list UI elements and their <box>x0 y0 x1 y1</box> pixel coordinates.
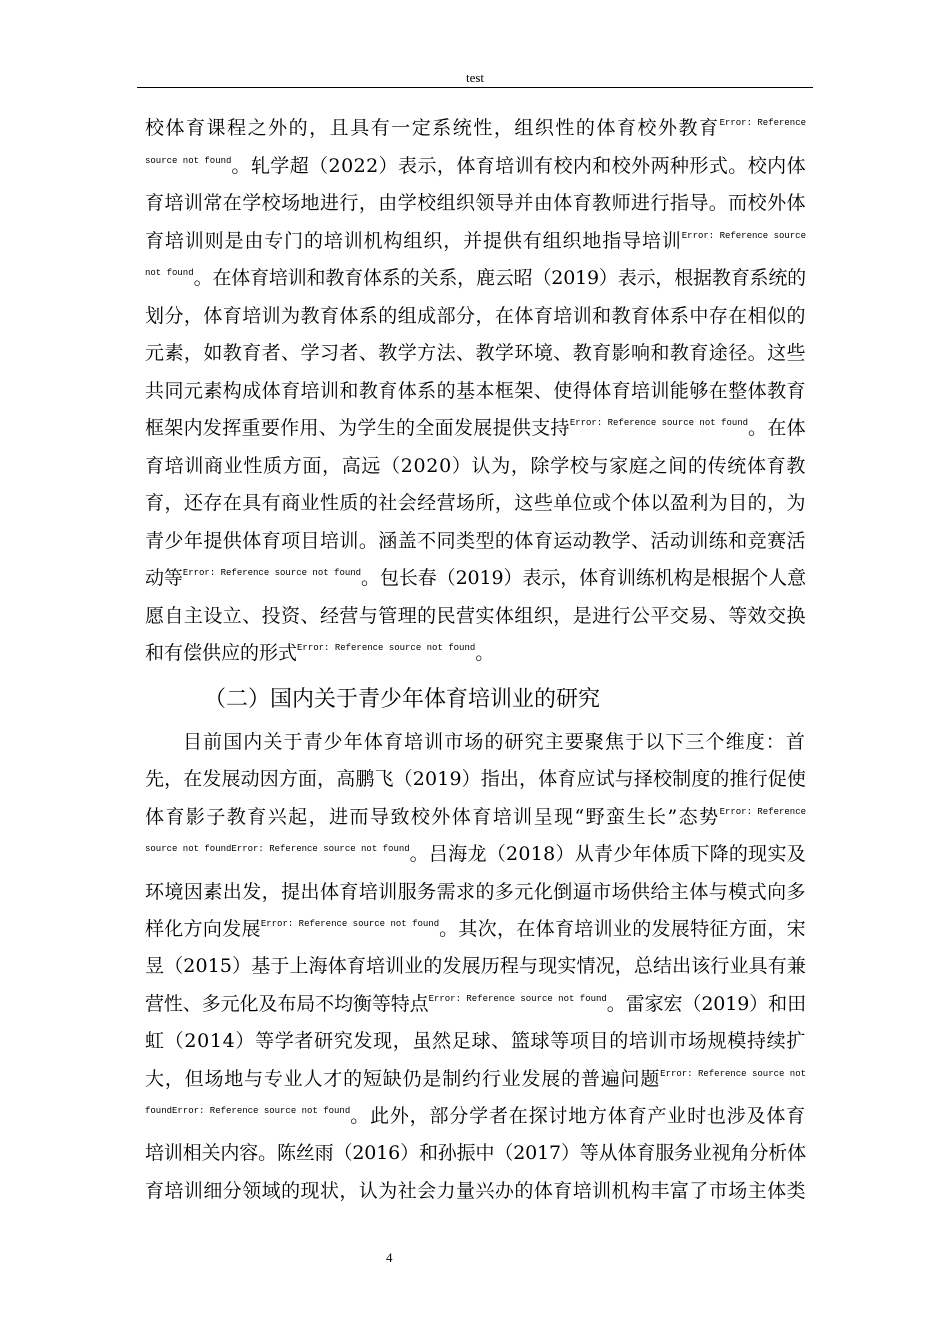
text-line <box>145 604 806 628</box>
body-text: 先，在发展动因方面，高鹏飞（2019）指出，体育应试与择校制度的推行促使 <box>145 768 806 791</box>
body-text: 环境因素出发，提出体育培训服务需求的多元化倒逼市场供给主体与模式向多 <box>145 880 806 903</box>
body-text: 动等 <box>145 567 183 589</box>
text-line <box>145 767 806 791</box>
body-text: 框架内发挥重要作用、为学生的全面发展提供支持 <box>145 417 570 439</box>
reference-error-superscript: foundError: Reference source not found <box>145 1106 351 1116</box>
text-line <box>145 917 806 941</box>
body-text: 样化方向发展 <box>145 918 261 940</box>
text-line <box>145 1141 806 1165</box>
header-rule <box>137 87 813 88</box>
body-text: 。此外，部分学者在探讨地方体育产业时也涉及体育 <box>350 1105 806 1127</box>
body-text: 校体育课程之外的，且具有一定系统性，组织性的体育校外教育 <box>145 117 720 139</box>
text-line <box>145 954 806 978</box>
text-line <box>145 491 806 515</box>
text-line <box>145 1067 806 1091</box>
body-text: 。轧学超（2022）表示，体育培训有校内和校外两种形式。校内体 <box>231 154 806 177</box>
text-line <box>145 641 806 665</box>
reference-error-superscript: Error: Reference <box>719 806 806 817</box>
body-text: 大，但场地与专业人才的短缺仍是制约行业发展的普遍问题 <box>145 1067 661 1090</box>
body-text: 体育影子教育兴起，进而导致校外体育培训呈现“野蛮生长”态势 <box>145 805 720 828</box>
body-text: 昱（2015）基于上海体育培训业的发展历程与现实情况，总结出该行业具有兼 <box>145 955 806 978</box>
reference-error-superscript: Error: Reference source not <box>660 1068 806 1079</box>
body-text: 虹（2014）等学者研究发现，虽然足球、篮球等项目的培训市场规模持续扩 <box>145 1030 806 1053</box>
body-text: 育培训商业性质方面，高远（2020）认为，除学校与家庭之间的传统体育教 <box>145 454 806 477</box>
body-text: 和有偿供应的形式 <box>145 642 298 664</box>
reference-error-superscript: Error: Reference <box>719 118 806 128</box>
reference-error-superscript: source not found <box>145 155 232 166</box>
reference-error-superscript: Error: Reference source not found <box>569 418 749 428</box>
body-text: 育培训细分领域的现状，认为社会力量兴办的体育培训机构丰富了市场主体类 <box>145 1179 806 1202</box>
text-line <box>145 116 806 140</box>
body-text: 目前国内关于青少年体育培训市场的研究主要聚焦于以下三个维度：首 <box>183 731 806 753</box>
body-text: 培训相关内容。陈丝雨（2016）和孙振中（2017）等从体育服务业视角分析体 <box>145 1142 806 1165</box>
reference-error-superscript: Error: Reference source <box>681 230 806 241</box>
text-line <box>145 529 806 553</box>
body-text: 愿自主设立、投资、经营与管理的民营实体组织，是进行公平交易、等效交换 <box>145 604 806 627</box>
body-text: 。吕海龙（2018）从青少年体质下降的现实及 <box>409 843 806 866</box>
text-line <box>145 730 806 754</box>
reference-error-superscript: source not foundError: Reference source not found <box>145 844 410 855</box>
body-text: 。包长春（2019）表示，体育训练机构是根据个人意 <box>361 567 806 589</box>
text-line <box>145 154 806 178</box>
text-line <box>145 1029 806 1053</box>
page-header-title: test <box>465 70 485 85</box>
page-number: 4 <box>386 1250 393 1265</box>
body-text: 育，还存在具有商业性质的社会经营场所，这些单位或个体以盈利为目的，为 <box>145 492 806 514</box>
body-text: 。在体 <box>748 417 806 439</box>
text-line <box>145 416 806 440</box>
text-line <box>145 805 806 829</box>
text-line <box>145 191 806 215</box>
reference-error-superscript: not found <box>145 268 194 278</box>
text-line <box>145 341 806 365</box>
body-text: 。在体育培训和教育体系的关系，鹿云昭（2019）表示，根据教育系统的 <box>193 267 806 289</box>
reference-error-superscript: Error: Reference source not found <box>428 993 607 1004</box>
text-line <box>145 992 806 1016</box>
section-heading: （二）国内关于青少年体育培训业的研究 <box>204 687 601 712</box>
text-line <box>145 1104 806 1128</box>
body-text: 。其次，在体育培训业的发展特征方面，宋 <box>439 918 806 940</box>
text-line <box>145 566 806 590</box>
body-text: 育培训常在学校场地进行，由学校组织领导并由体育教师进行指导。而校外体 <box>145 192 806 214</box>
text-line <box>145 1179 806 1203</box>
body-text: 元素，如教育者、学习者、教学方法、教学环境、教育影响和教育途径。这些 <box>145 342 806 364</box>
body-text: 营性、多元化及布局不均衡等特点 <box>145 992 429 1015</box>
text-line <box>145 229 806 253</box>
text-line <box>145 266 806 290</box>
body-text: 共同元素构成体育培训和教育体系的基本框架、使得体育培训能够在整体教育 <box>145 379 806 402</box>
reference-error-superscript: Error: Reference source not found <box>260 919 440 929</box>
body-text: 育培训则是由专门的培训机构组织，并提供有组织地指导培训 <box>145 229 682 252</box>
reference-error-superscript: Error: Reference source not found <box>297 643 476 653</box>
text-line <box>145 304 806 328</box>
text-line <box>145 454 806 478</box>
body-text: 。雷家宏（2019）和田 <box>606 992 806 1015</box>
text-line <box>145 379 806 403</box>
text-line <box>145 880 806 904</box>
reference-error-superscript: Error: Reference source not found <box>182 568 362 578</box>
body-text: 青少年提供体育项目培训。涵盖不同类型的体育运动教学、活动训练和竞赛活 <box>145 529 806 552</box>
body-text: 。 <box>475 642 495 664</box>
body-text: 划分，体育培训为教育体系的组成部分，在体育培训和教育体系中存在相似的 <box>145 304 806 327</box>
text-line <box>145 842 806 866</box>
